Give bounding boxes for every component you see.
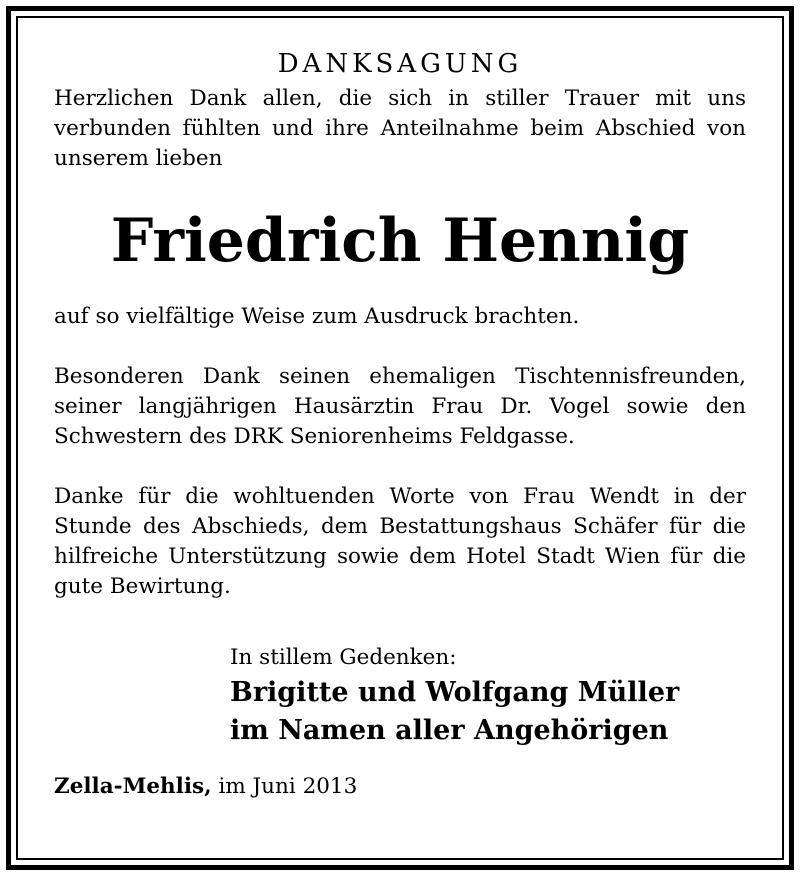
deceased-name: Friedrich Hennig	[110, 206, 690, 276]
signature-names-line-1: Brigitte und Wolfgang Müller	[230, 677, 680, 708]
signature-intro: In stillem Gedenken:	[230, 645, 457, 670]
thanks-paragraph-3: Danke für die wohltuenden Worte von Frau Wendt in der Stunde des Abschieds, dem Bestattungshaus Schäfer für die hilfreiche Unterstützung sowie dem Hotel Stadt Wien für die gute Bewirtung.	[54, 484, 746, 599]
signature-names-line-2: im Namen aller Angehörigen	[230, 715, 669, 746]
intro-end-paragraph: auf so vielfältige Weise zum Ausdruck brachten.	[54, 304, 580, 329]
place: Zella-Mehlis,	[54, 774, 212, 799]
signature-block	[230, 642, 746, 750]
paragraph-gap	[54, 332, 746, 362]
intro-paragraph: Herzlichen Dank allen, die sich in stiller Trauer mit uns verbunden fühlten und ihre Anteilnahme beim Abschied von unserem lieben	[54, 86, 746, 171]
paragraph-gap	[54, 452, 746, 482]
notice-heading: DANKSAGUNG	[277, 49, 523, 79]
thanks-paragraph-2: Besonderen Dank seinen ehemaligen Tischtennisfreunden, seiner langjährigen Hausärztin Frau Dr. Vogel sowie den Schwestern des DRK Seniorenheims Feldgasse.	[54, 364, 746, 449]
place-date-line	[54, 772, 746, 802]
date: im Juni 2013	[211, 774, 358, 799]
notice-content	[54, 44, 746, 802]
